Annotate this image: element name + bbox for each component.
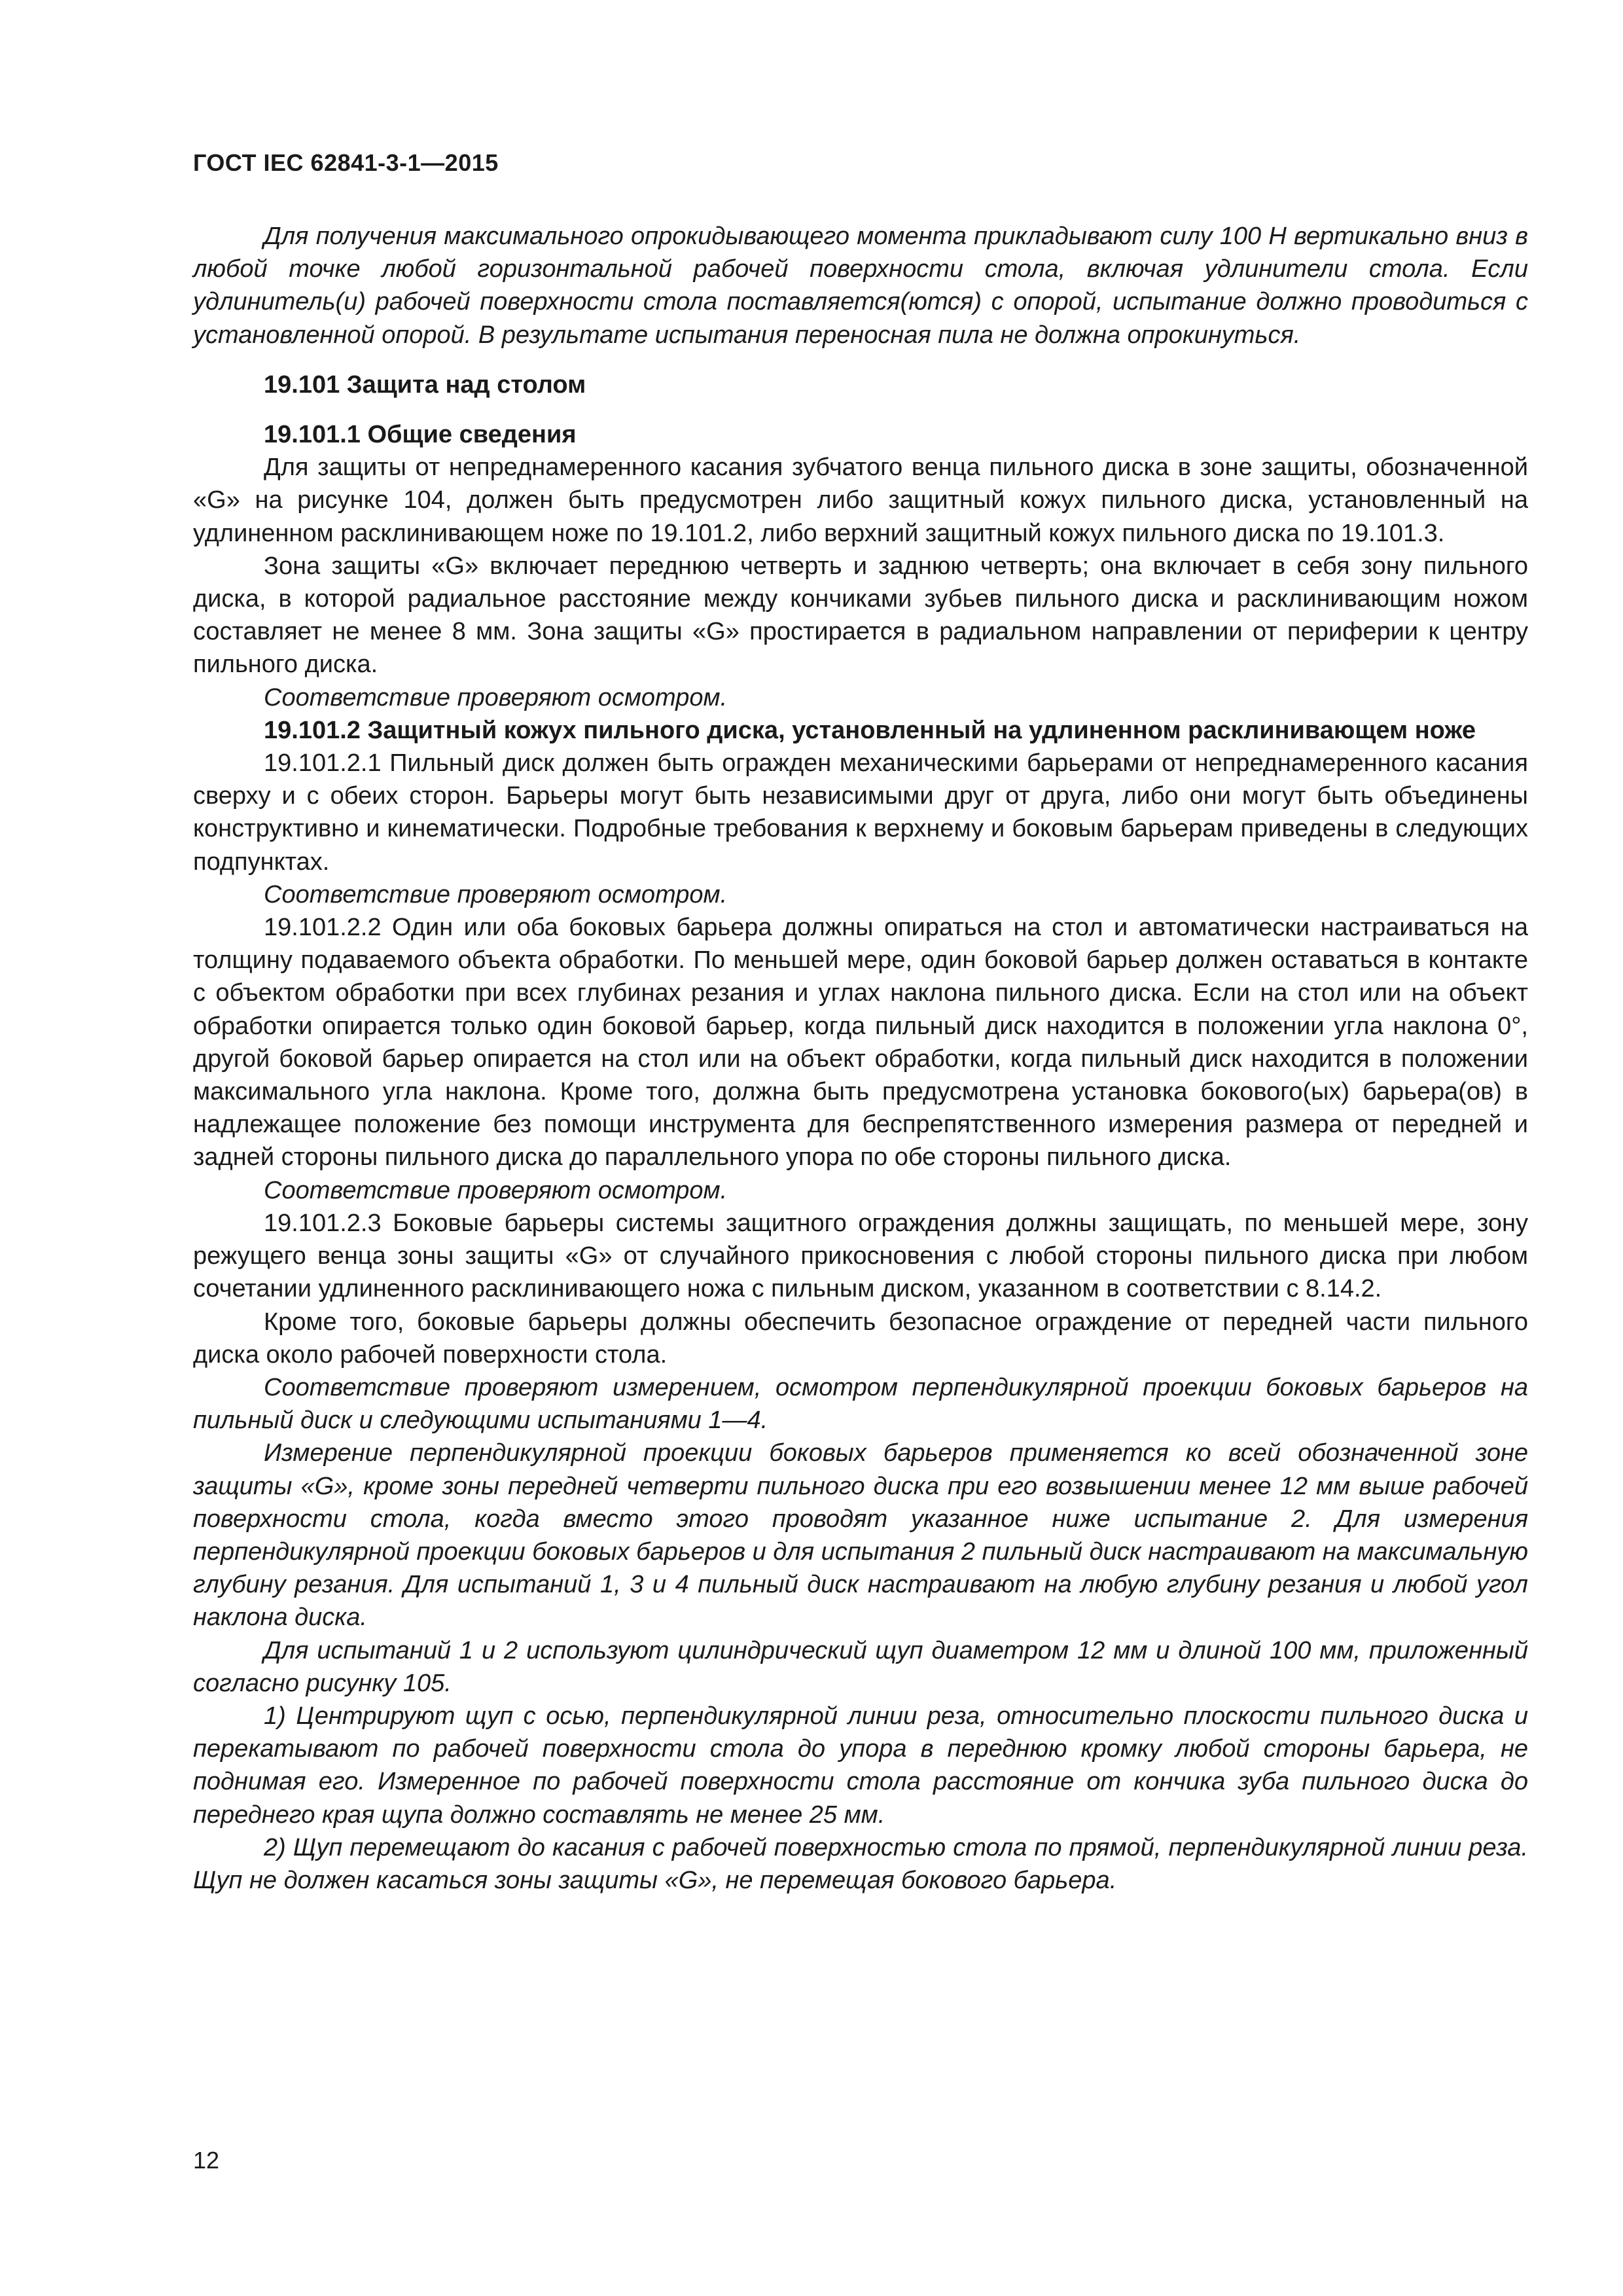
section-heading-19-101: 19.101 Защита над столом <box>264 370 586 399</box>
document-body <box>193 220 1528 1897</box>
paragraph: 19.101.2.1 Пильный диск должен быть огражден механическими барьерами от непреднамеренного касания сверху и с обеих сторон. Барьеры могут быть независимыми друг от друга, либо они могут быть объединены конструктивно и кинематически. Подробные требования к верхнему и боковым барьерам приведены в следующих подпунктах. <box>193 749 1528 876</box>
page-number: 12 <box>193 2147 220 2174</box>
compliance-note: Соответствие проверяют осмотром. <box>264 1176 728 1204</box>
section-heading-19-101-2: 19.101.2 Защитный кожух пильного диска, установленный на удлиненном расклинивающем ноже <box>264 716 1476 744</box>
paragraph: Для защиты от непреднамеренного касания зубчатого венца пильного диска в зоне защиты, обозначенной «G» на рисунке 104, должен быть предусмотрен либо защитный кожух пильного диска, установленный на удлиненном расклинивающем ноже по 19.101.2, либо верхний защитный кожух пильного диска по 19.101.3. <box>193 454 1528 547</box>
italic-paragraph: Измерение перпендикулярной проекции боковых барьеров применяется ко всей обозначенной зоне защиты «G», кроме зоны передней четверти пильного диска при его возвышении менее 12 мм выше рабочей поверхности стола, когда вместо этого проводят указанное ниже испытание 2. Для измерения перпендикулярной проекции боковых барьеров и для испытания 2 пильный диск настраивают на максимальную глубину резания. Для испытаний 1, 3 и 4 пильный диск настраивают на любую глубину резания и любой угол наклона диска. <box>193 1439 1528 1632</box>
paragraph-intro: Для получения максимального опрокидывающего момента прикладывают силу 100 Н вертикально вниз в любой точке любой горизонтальной рабочей поверхности стола, включая удлинители стола. Если удлинитель(и) рабочей поверхности стола поставляется(ются) с опорой, испытание должно проводиться с установленной опорой. В результате испытания переносная пила не должна опрокинуться. <box>193 223 1528 349</box>
paragraph: 19.101.2.2 Один или оба боковых барьера должны опираться на стол и автоматически настраиваться на толщину подаваемого объекта обработки. По меньшей мере, один боковой барьер должен оставаться в контакте с объектом обработки при всех глубинах резания и углах наклона пильного диска. Если на стол или на объект обработки опирается только один боковой барьер, когда пильный диск находится в положении угла наклона 0°, другой боковой барьер опирается на стол или на объект обработки, когда пильный диск находится в положении максимального угла наклона. Кроме того, должна быть предусмотрена установка бокового(ых) барьера(ов) в надлежащее положение без помощи инструмента для беспрепятственного измерения размера от передней и задней стороны пильного диска до параллельного упора по обе стороны пильного диска. <box>193 914 1528 1172</box>
test-step-1: 1) Центрируют щуп с осью, перпендикулярной линии реза, относительно плоскости пильного диска и перекатывают по рабочей поверхности стола до упора в переднюю кромку любой стороны барьера, не поднимая его. Измеренное по рабочей поверхности стола расстояние от кончика зуба пильного диска до переднего края щупа должно составлять не менее 25 мм. <box>193 1702 1528 1829</box>
compliance-note: Соответствие проверяют осмотром. <box>264 880 728 908</box>
compliance-note: Соответствие проверяют осмотром. <box>264 683 728 711</box>
section-heading-19-101-1: 19.101.1 Общие сведения <box>264 421 577 449</box>
test-step-2: 2) Щуп перемещают до касания с рабочей поверхностью стола по прямой, перпендикулярной линии реза. Щуп не должен касаться зоны защиты «G», не перемещая бокового барьера. <box>193 1833 1528 1894</box>
paragraph: Зона защиты «G» включает переднюю четверть и заднюю четверть; она включает в себя зону пильного диска, в которой радиальное расстояние между кончиками зубьев пильного диска и расклинивающим ножом составляет не менее 8 мм. Зона защиты «G» простирается в радиальном направлении от периферии к центру пильного диска. <box>193 552 1528 679</box>
italic-paragraph: Для испытаний 1 и 2 используют цилиндрический щуп диаметром 12 мм и длиной 100 мм, приложенный согласно рисунку 105. <box>193 1636 1528 1697</box>
standard-header: ГОСТ IEC 62841-3-1—2015 <box>193 149 499 176</box>
italic-paragraph: Соответствие проверяют измерением, осмотром перпендикулярной проекции боковых барьеров на пильный диск и следующими испытаниями 1—4. <box>193 1373 1528 1435</box>
paragraph: 19.101.2.3 Боковые барьеры системы защитного ограждения должны защищать, по меньшей мере, зону режущего венца зоны защиты «G» от случайного прикосновения с любой стороны пильного диска при любом сочетании удлиненного расклинивающего ножа с пильным диском, указанном в соответствии с 8.14.2. <box>193 1209 1528 1303</box>
paragraph: Кроме того, боковые барьеры должны обеспечить безопасное ограждение от передней части пильного диска около рабочей поверхности стола. <box>193 1308 1528 1369</box>
